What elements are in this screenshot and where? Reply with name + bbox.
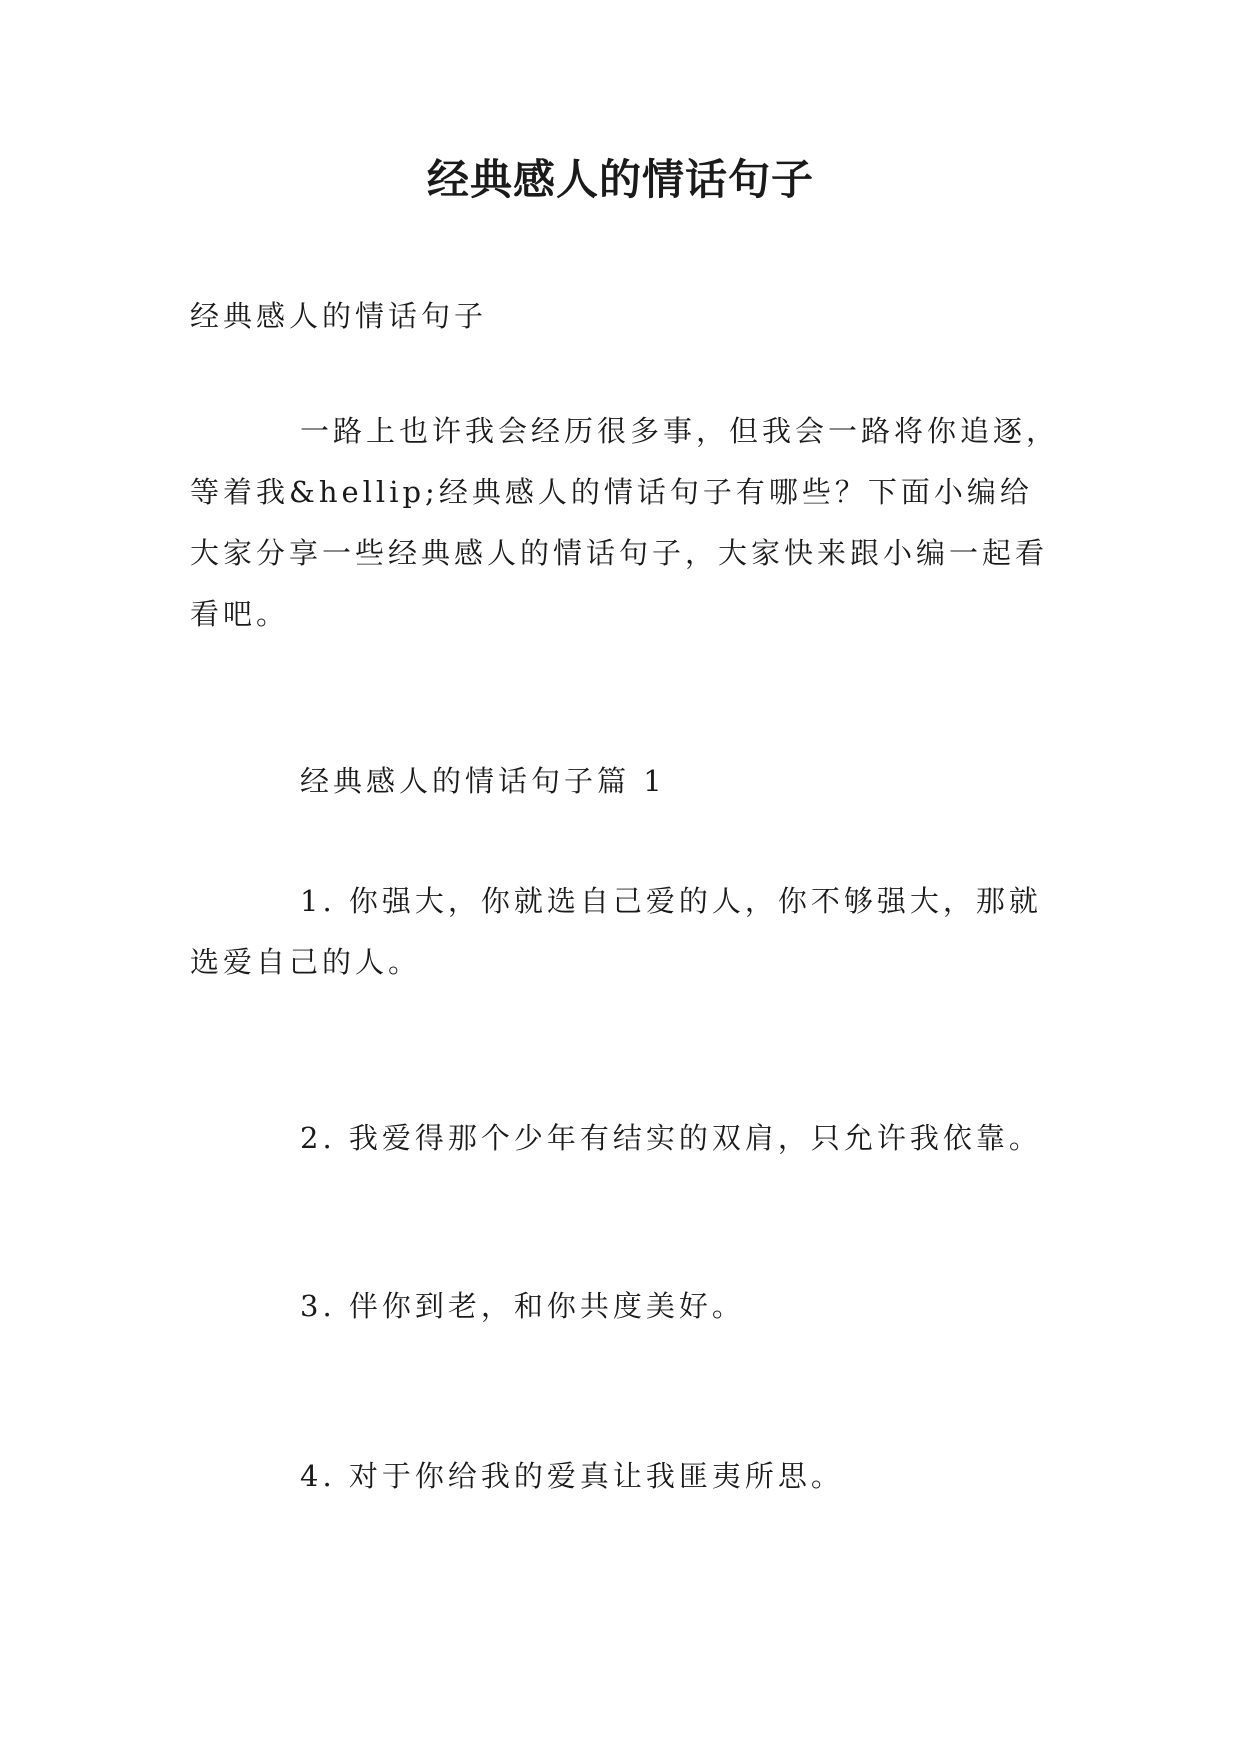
document-subtitle: 经典感人的情话句子 — [190, 299, 488, 333]
section-heading: 经典感人的情话句子篇 1 — [300, 764, 666, 798]
list-item: 4. 对于你给我的爱真让我匪夷所思。 — [300, 1459, 844, 1493]
list-item: 1. 你强大，你就选自己爱的人，你不够强大，那就选爱自己的人。 — [190, 884, 1042, 979]
list-item: 3. 伴你到老，和你共度美好。 — [300, 1289, 745, 1323]
list-item: 2. 我爱得那个少年有结实的双肩，只允许我依靠。 — [300, 1121, 1042, 1155]
document-title: 经典感人的情话句子 — [426, 155, 814, 204]
intro-paragraph: 一路上也许我会经历很多事，但我会一路将你追逐，等着我&hellip;经典感人的情话句子有哪些？下面小编给大家分享一些经典感人的情话句子，大家快来跟小编一起看看吧。 — [190, 414, 1060, 631]
